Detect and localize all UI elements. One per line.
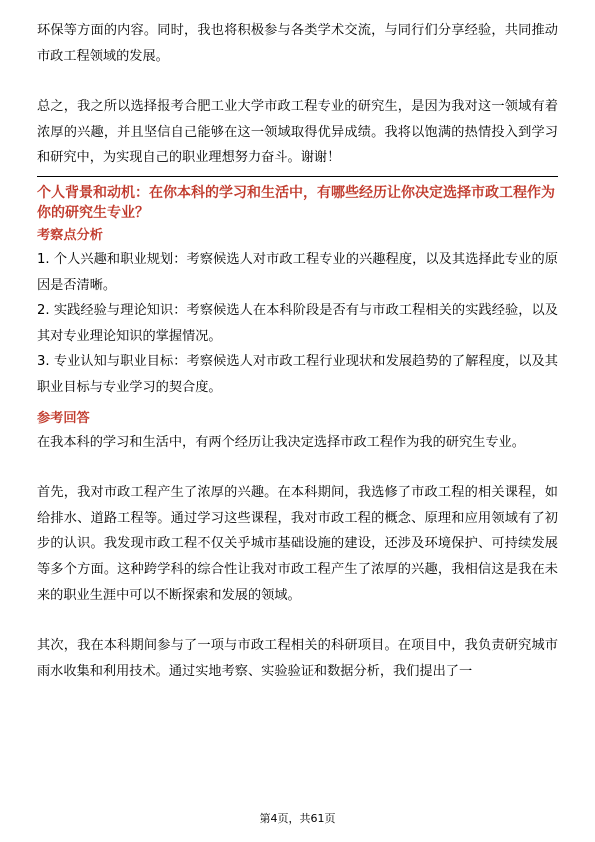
analysis-item-1: 1. 个人兴趣和职业规划：考察候选人对市政工程专业的兴趣程度，以及其选择此专业的原因是否清晰。 xyxy=(37,251,558,293)
analysis-item-3: 3. 专业认知与职业目标：考察候选人对市政工程行业现状和发展趋势的了解程度，以及其职业目标与专业学习的契合度。 xyxy=(37,354,558,395)
intro-paragraph-2: 总之，我之所以选择报考合肥工业大学市政工程专业的研究生，是因为我对这一领域有着浓厚的兴趣，并且坚信自己能够在这一领域取得优异成绩。我将以饱满的热情投入到学习和研究中，为实现自己的职业理想努力奋斗。谢谢！ xyxy=(37,99,558,166)
analysis-title: 考察点分析 xyxy=(37,227,103,243)
spacer xyxy=(37,401,558,406)
question-heading: 个人背景和动机：在你本科的学习和生活中，有哪些经历让你决定选择市政工程作为你的研究生专业？ xyxy=(37,176,558,223)
analysis-item-2: 2. 实践经验与理论知识：考察候选人在本科阶段是否有与市政工程相关的实践经验，以及其对专业理论知识的掌握情况。 xyxy=(37,303,558,344)
answer-paragraph-1: 在我本科的学习和生活中，有两个经历让我决定选择市政工程作为我的研究生专业。 xyxy=(37,434,525,450)
answer-paragraph-2: 首先，我对市政工程产生了浓厚的兴趣。在本科期间，我选修了市政工程的相关课程，如给排水、道路工程等。通过学习这些课程，我对市政工程的概念、原理和应用领域有了初步的认识。我发现市政工程不仅关乎城市基础设施的建设，还涉及环境保护、可持续发展等多个方面。这种跨学科的综合性让我对市政工程产生了浓厚的兴趣，我相信这是我在未来的职业生涯中可以不断探索和发展的领域。 xyxy=(37,485,558,603)
spacer xyxy=(37,608,558,633)
spacer xyxy=(37,69,558,94)
answer-title: 参考回答 xyxy=(37,410,90,426)
spacer xyxy=(37,455,558,480)
intro-paragraph-1: 环保等方面的内容。同时，我也将积极参与各类学术交流，与同行们分享经验，共同推动市政工程领域的发展。 xyxy=(37,23,558,64)
page-number-footer: 第4页，共61页 xyxy=(259,812,336,825)
page-content xyxy=(37,18,558,684)
answer-paragraph-3: 其次，我在本科期间参与了一项与市政工程相关的科研项目。在项目中，我负责研究城市雨水收集和利用技术。通过实地考察、实验验证和数据分析，我们提出了一 xyxy=(37,638,558,679)
